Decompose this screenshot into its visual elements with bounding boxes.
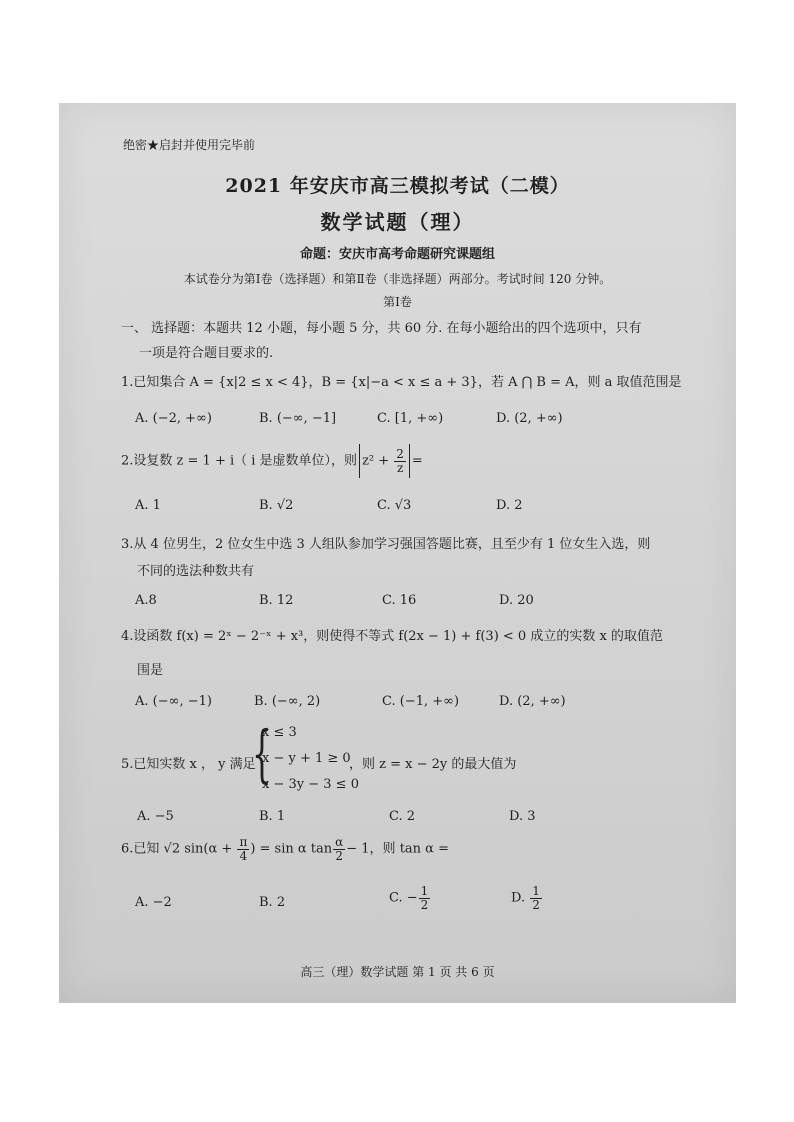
- q6-frac2-num: α: [335, 835, 344, 849]
- q6-option-c: [389, 885, 431, 911]
- q6-fraction-alpha: [333, 836, 345, 862]
- q6-option-c-fraction: [419, 885, 431, 911]
- exam-page: [59, 103, 736, 1003]
- q5-option-a: A. −5: [137, 809, 174, 824]
- left-brace-icon: {: [252, 717, 272, 790]
- q3-option-c: C. 16: [382, 593, 417, 608]
- q5-condition-1: x ≤ 3: [262, 725, 297, 740]
- q5-option-d: D. 3: [509, 809, 536, 824]
- q6-option-c-label: C. −: [389, 890, 418, 906]
- exam-author: 命题：安庆市高考命题研究课题组: [299, 247, 495, 262]
- question-4-stem-line1: 4.设函数 f(x) = 2ˣ − 2⁻ˣ + x³，则使得不等式 f(2x − 1) + f(3) < 0 成立的实数 x 的取值范: [121, 629, 663, 644]
- question-5-stem-suffix: ，则 z = x − 2y 的最大值为: [349, 757, 517, 772]
- q2-option-c: C. √3: [377, 498, 412, 513]
- section-instruction-line2: 一项是符合题目要求的.: [139, 346, 274, 361]
- q6-c-num: 1: [420, 884, 429, 898]
- q6-fraction-pi: [237, 836, 249, 862]
- exam-note: 本试卷分为第Ⅰ卷（选择题）和第Ⅱ卷（非选择题）两部分。考试时间 120 分钟。: [183, 272, 612, 286]
- q2-frac-num: 2: [396, 446, 404, 461]
- q2-frac-den: z: [396, 460, 404, 475]
- q1-option-b: B. (−∞, −1]: [259, 411, 337, 426]
- q2-fraction: [394, 448, 406, 474]
- question-4-stem-line2: 围是: [137, 663, 164, 678]
- q3-option-a: A.8: [135, 593, 157, 608]
- q6-frac-den: 4: [239, 848, 248, 863]
- q6-option-a: A. −2: [135, 895, 172, 910]
- q6-option-d-fraction: [530, 885, 542, 911]
- q5-condition-3: x − 3y − 3 ≤ 0: [262, 777, 359, 792]
- q6-option-d: [511, 885, 543, 911]
- q2-option-b: B. √2: [259, 498, 294, 513]
- q6-option-d-label: D.: [511, 890, 526, 906]
- q2-stem-suffix: =: [411, 453, 423, 469]
- q4-option-a: A. (−∞, −1): [135, 694, 212, 709]
- q1-option-d: D. (2, +∞): [496, 411, 563, 426]
- q3-option-b: B. 12: [259, 593, 294, 608]
- q4-option-d: D. (2, +∞): [499, 694, 566, 709]
- q6-frac2-den: 2: [335, 848, 344, 863]
- q6-stem-mid: ) = sin α tan: [250, 841, 333, 857]
- question-2-stem: [121, 444, 423, 478]
- question-5-stem-prefix: 5.已知实数 x ， y 满足: [121, 757, 256, 772]
- exam-title: 2021 年安庆市高三模拟考试（二模）: [225, 175, 570, 197]
- question-6-stem: [121, 836, 449, 862]
- question-3-stem-line2: 不同的选法种数共有: [137, 564, 255, 579]
- q5-option-c: C. 2: [389, 809, 416, 824]
- q1-option-c: C. [1, +∞): [377, 411, 444, 426]
- abs-bar-left: [359, 444, 360, 478]
- q3-option-d: D. 20: [499, 593, 534, 608]
- q6-frac-num: π: [239, 835, 248, 849]
- q6-option-b: B. 2: [259, 895, 286, 910]
- exam-subject: 数学试题（理）: [320, 210, 475, 234]
- q2-stem-inner: z² +: [362, 453, 394, 469]
- question-3-stem-line1: 3.从 4 位男生，2 位女生中选 3 人组队参加学习强国答题比赛，且至少有 1 位女生入选，则: [121, 537, 651, 552]
- volume-heading: 第Ⅰ卷: [383, 295, 412, 309]
- q4-option-c: C. (−1, +∞): [382, 694, 460, 709]
- q6-d-den: 2: [532, 897, 540, 912]
- q6-c-den: 2: [420, 897, 429, 912]
- q5-option-b: B. 1: [259, 809, 286, 824]
- q6-stem-prefix: 6.已知 √2 sin(α +: [121, 841, 237, 857]
- page-footer: 高三（理）数学试题 第 1 页 共 6 页: [300, 965, 495, 979]
- confidential-label: 绝密★启封并使用完毕前: [123, 138, 256, 152]
- section-instruction-line1: 一、 选择题：本题共 12 小题，每小题 5 分，共 60 分. 在每小题给出的四个选项中，只有: [121, 321, 642, 336]
- q2-option-a: A. 1: [135, 498, 161, 513]
- q4-option-b: B. (−∞, 2): [254, 694, 321, 709]
- q2-option-d: D. 2: [496, 498, 523, 513]
- q6-d-num: 1: [532, 884, 540, 898]
- q6-stem-suffix: − 1，则 tan α =: [346, 841, 449, 857]
- question-1-stem: 1.已知集合 A = {x|2 ≤ x < 4}，B = {x|−a < x ≤ a + 3}，若 A ⋂ B = A，则 a 取值范围是: [121, 375, 682, 390]
- q1-option-a: A. (−2, +∞): [135, 411, 212, 426]
- abs-bar-right: [409, 444, 410, 478]
- q2-stem-prefix: 2.设复数 z = 1 + i（ i 是虚数单位），则: [121, 453, 358, 469]
- q5-condition-2: x − y + 1 ≥ 0: [262, 751, 351, 766]
